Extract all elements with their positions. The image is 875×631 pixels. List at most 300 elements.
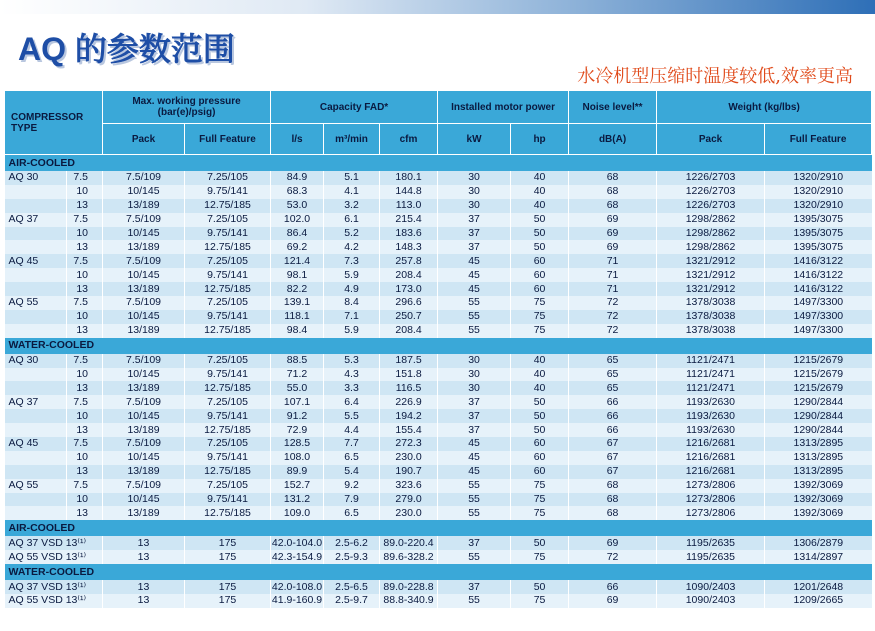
table-cell: 50 xyxy=(511,240,569,254)
table-cell: 66 xyxy=(569,423,657,437)
table-cell: 1306/2879 xyxy=(765,536,872,550)
table-cell: 250.7 xyxy=(380,310,438,324)
table-cell: 9.75/141 xyxy=(185,451,271,465)
table-cell: 13 xyxy=(67,324,103,338)
table-cell: 10 xyxy=(67,268,103,282)
table-cell: 84.9 xyxy=(271,171,324,185)
section-label: AIR-COOLED xyxy=(5,520,872,536)
table-cell: 10/145 xyxy=(103,185,185,199)
table-cell: 187.5 xyxy=(380,354,438,368)
table-cell: 175 xyxy=(185,536,271,550)
table-cell: 6.4 xyxy=(324,395,380,409)
table-cell: 91.2 xyxy=(271,409,324,423)
table-cell: 10 xyxy=(67,185,103,199)
table-cell: 88.5 xyxy=(271,354,324,368)
header-cfm: cfm xyxy=(380,124,438,155)
table-cell: 1209/2665 xyxy=(765,594,872,608)
table-cell: 10 xyxy=(67,227,103,241)
table-cell: 183.6 xyxy=(380,227,438,241)
table-cell: 9.75/141 xyxy=(185,185,271,199)
table-cell: 89.9 xyxy=(271,465,324,479)
table-cell: 4.9 xyxy=(324,282,380,296)
table-row xyxy=(5,381,872,395)
table-cell: 1298/2862 xyxy=(657,240,765,254)
table-cell: 45 xyxy=(438,282,511,296)
table-cell: AQ 37 xyxy=(5,213,67,227)
table-cell: 7.5/109 xyxy=(103,395,185,409)
table-cell: 30 xyxy=(438,185,511,199)
table-cell: 7.25/105 xyxy=(185,479,271,493)
table-cell: 155.4 xyxy=(380,423,438,437)
table-row xyxy=(5,437,872,451)
table-cell: 151.8 xyxy=(380,368,438,382)
table-row xyxy=(5,282,872,296)
table-cell: 60 xyxy=(511,465,569,479)
table-cell: 5.3 xyxy=(324,354,380,368)
table-cell: 60 xyxy=(511,268,569,282)
table-cell: 12.75/185 xyxy=(185,199,271,213)
table-cell: 12.75/185 xyxy=(185,465,271,479)
table-cell: 7.5 xyxy=(67,479,103,493)
table-cell: 1273/2806 xyxy=(657,506,765,520)
table-cell: 13 xyxy=(67,381,103,395)
table-cell: 55 xyxy=(438,493,511,507)
table-cell: 1193/2630 xyxy=(657,395,765,409)
table-cell: 69.2 xyxy=(271,240,324,254)
table-row xyxy=(5,368,872,382)
table-cell: 37 xyxy=(438,409,511,423)
table-cell: 1090/2403 xyxy=(657,580,765,594)
table-cell: 71.2 xyxy=(271,368,324,382)
table-cell: 118.1 xyxy=(271,310,324,324)
table-cell: 1298/2862 xyxy=(657,213,765,227)
table-cell: AQ 37 xyxy=(5,395,67,409)
table-row xyxy=(5,227,872,241)
table-cell: 5.1 xyxy=(324,171,380,185)
header-weight: Weight (kg/lbs) xyxy=(657,91,872,124)
table-cell: 65 xyxy=(569,368,657,382)
table-cell: 75 xyxy=(511,550,569,564)
table-cell: 6.5 xyxy=(324,451,380,465)
table-cell: 50 xyxy=(511,536,569,550)
table-cell: 40 xyxy=(511,185,569,199)
table-cell: 1226/2703 xyxy=(657,171,765,185)
table-cell: 296.6 xyxy=(380,296,438,310)
table-cell: 71 xyxy=(569,254,657,268)
table-cell: 68 xyxy=(569,479,657,493)
table-cell: 1226/2703 xyxy=(657,199,765,213)
table-cell: 72 xyxy=(569,310,657,324)
table-cell: 1320/2910 xyxy=(765,185,872,199)
table-cell: 1321/2912 xyxy=(657,282,765,296)
page-subtitle: 水冷机型压缩时温度较低,效率更高 xyxy=(577,66,853,87)
table-cell: 1320/2910 xyxy=(765,199,872,213)
table-cell: 7.5 xyxy=(67,354,103,368)
table-cell: 272.3 xyxy=(380,437,438,451)
table-cell: 12.75/185 xyxy=(185,381,271,395)
table-cell: 71 xyxy=(569,268,657,282)
table-cell: 9.75/141 xyxy=(185,310,271,324)
table-cell: 55 xyxy=(438,324,511,338)
table-cell: 9.75/141 xyxy=(185,409,271,423)
table-cell: 7.5 xyxy=(67,213,103,227)
section-row xyxy=(5,155,872,172)
table-cell: 121.4 xyxy=(271,254,324,268)
table-cell: 7.7 xyxy=(324,437,380,451)
table-row xyxy=(5,213,872,227)
page-title: AQ 的参数范围 xyxy=(18,31,235,67)
table-cell: 12.75/185 xyxy=(185,282,271,296)
table-cell xyxy=(5,368,67,382)
table-cell: 1215/2679 xyxy=(765,368,872,382)
table-cell: 45 xyxy=(438,437,511,451)
table-cell: 1416/3122 xyxy=(765,254,872,268)
table-cell: 102.0 xyxy=(271,213,324,227)
table-cell: 7.3 xyxy=(324,254,380,268)
table-row xyxy=(5,536,872,550)
table-cell: 13 xyxy=(67,465,103,479)
table-cell: 10/145 xyxy=(103,310,185,324)
table-cell: 37 xyxy=(438,240,511,254)
table-cell: 1290/2844 xyxy=(765,395,872,409)
header-m3min: m³/min xyxy=(324,124,380,155)
table-cell: 1378/3038 xyxy=(657,310,765,324)
table-cell: AQ 45 xyxy=(5,437,67,451)
table-cell: 10/145 xyxy=(103,227,185,241)
table-cell: AQ 45 xyxy=(5,254,67,268)
table-cell: 1226/2703 xyxy=(657,185,765,199)
table-cell: 139.1 xyxy=(271,296,324,310)
table-cell: 75 xyxy=(511,296,569,310)
header-max-pressure: Max. working pressure (bar(e)/psig) xyxy=(103,91,271,124)
table-row xyxy=(5,465,872,479)
table-cell: 13 xyxy=(67,240,103,254)
table-cell: 144.8 xyxy=(380,185,438,199)
table-cell: 1497/3300 xyxy=(765,296,872,310)
table-cell: 215.4 xyxy=(380,213,438,227)
table-cell: 13 xyxy=(103,536,185,550)
table-cell: AQ 30 xyxy=(5,171,67,185)
section-row xyxy=(5,520,872,536)
table-cell: 2.5-6.5 xyxy=(324,580,380,594)
table-cell: 10/145 xyxy=(103,409,185,423)
table-cell: 4.1 xyxy=(324,185,380,199)
table-cell: 7.5/109 xyxy=(103,213,185,227)
table-cell: 13 xyxy=(103,594,185,608)
table-cell: 89.6-328.2 xyxy=(380,550,438,564)
section-label: AIR-COOLED xyxy=(5,155,872,172)
table-cell: 1273/2806 xyxy=(657,479,765,493)
table-cell: 1321/2912 xyxy=(657,254,765,268)
table-cell: 7.25/105 xyxy=(185,171,271,185)
table-cell: 7.5 xyxy=(67,254,103,268)
table-cell: 12.75/185 xyxy=(185,240,271,254)
table-row xyxy=(5,493,872,507)
table-cell: 1216/2681 xyxy=(657,451,765,465)
table-cell: 75 xyxy=(511,324,569,338)
table-cell: 7.25/105 xyxy=(185,437,271,451)
table-cell: 4.3 xyxy=(324,368,380,382)
table-cell: 3.3 xyxy=(324,381,380,395)
table-cell: 226.9 xyxy=(380,395,438,409)
table-cell: 40 xyxy=(511,368,569,382)
table-cell: 1395/3075 xyxy=(765,227,872,241)
table-cell: 55 xyxy=(438,506,511,520)
table-cell: 1392/3069 xyxy=(765,493,872,507)
table-cell: 55 xyxy=(438,310,511,324)
table-cell xyxy=(5,451,67,465)
table-cell: 9.75/141 xyxy=(185,268,271,282)
table-cell: 1497/3300 xyxy=(765,324,872,338)
table-row xyxy=(5,199,872,213)
table-cell: 69 xyxy=(569,594,657,608)
header-full-feature: Full Feature xyxy=(185,124,271,155)
table-cell: 2.5-9.3 xyxy=(324,550,380,564)
table-cell: 9.2 xyxy=(324,479,380,493)
table-row xyxy=(5,409,872,423)
table-cell: 1121/2471 xyxy=(657,354,765,368)
table-cell: 1298/2862 xyxy=(657,227,765,241)
table-cell: 1290/2844 xyxy=(765,409,872,423)
table-cell: 65 xyxy=(569,381,657,395)
table-cell: 9.75/141 xyxy=(185,493,271,507)
table-cell: 98.4 xyxy=(271,324,324,338)
table-cell: 1193/2630 xyxy=(657,423,765,437)
table-row xyxy=(5,580,872,594)
table-cell: 5.4 xyxy=(324,465,380,479)
table-cell: 10 xyxy=(67,409,103,423)
table-cell: 1121/2471 xyxy=(657,368,765,382)
spec-table xyxy=(4,90,872,608)
table-cell: 89.0-228.8 xyxy=(380,580,438,594)
table-cell: 75 xyxy=(511,506,569,520)
table-cell: 13/189 xyxy=(103,381,185,395)
table-cell: 7.25/105 xyxy=(185,296,271,310)
table-cell: 1392/3069 xyxy=(765,479,872,493)
table-cell: 1320/2910 xyxy=(765,171,872,185)
table-cell: 30 xyxy=(438,171,511,185)
table-cell: 72 xyxy=(569,324,657,338)
table-cell: 1290/2844 xyxy=(765,423,872,437)
header-kw: kW xyxy=(438,124,511,155)
table-cell: 68 xyxy=(569,185,657,199)
table-row xyxy=(5,240,872,254)
table-cell: AQ 37 VSD 13⁽¹⁾ xyxy=(5,536,103,550)
table-cell: 30 xyxy=(438,199,511,213)
table-cell: 75 xyxy=(511,479,569,493)
table-cell: 65 xyxy=(569,354,657,368)
table-cell: 9.75/141 xyxy=(185,368,271,382)
table-cell xyxy=(5,282,67,296)
table-cell: 75 xyxy=(511,493,569,507)
table-cell: 230.0 xyxy=(380,451,438,465)
table-cell: 40 xyxy=(511,171,569,185)
header-pack: Pack xyxy=(103,124,185,155)
table-cell: 45 xyxy=(438,465,511,479)
table-cell: 10 xyxy=(67,368,103,382)
table-row xyxy=(5,594,872,608)
table-cell: AQ 37 VSD 13⁽¹⁾ xyxy=(5,580,103,594)
table-cell: 1416/3122 xyxy=(765,268,872,282)
table-row xyxy=(5,395,872,409)
table-cell: 50 xyxy=(511,423,569,437)
header-motor-power: Installed motor power xyxy=(438,91,569,124)
table-cell: 230.0 xyxy=(380,506,438,520)
table-cell: 71 xyxy=(569,282,657,296)
table-cell: AQ 55 xyxy=(5,479,67,493)
table-cell: 66 xyxy=(569,395,657,409)
table-cell: 69 xyxy=(569,536,657,550)
table-cell: 72 xyxy=(569,550,657,564)
section-label: WATER-COOLED xyxy=(5,338,872,354)
table-cell: 2.5-6.2 xyxy=(324,536,380,550)
table-cell xyxy=(5,381,67,395)
table-cell: 7.5/109 xyxy=(103,254,185,268)
table-cell: 1215/2679 xyxy=(765,381,872,395)
section-label: WATER-COOLED xyxy=(5,564,872,580)
table-cell: 7.5 xyxy=(67,171,103,185)
section-row xyxy=(5,564,872,580)
table-cell: 107.1 xyxy=(271,395,324,409)
table-cell: 50 xyxy=(511,395,569,409)
table-cell: 68 xyxy=(569,506,657,520)
table-cell: 1313/2895 xyxy=(765,451,872,465)
table-row xyxy=(5,506,872,520)
table-cell: 1321/2912 xyxy=(657,268,765,282)
table-cell xyxy=(5,423,67,437)
header-dba: dB(A) xyxy=(569,124,657,155)
header-capacity: Capacity FAD* xyxy=(271,91,438,124)
table-cell: 131.2 xyxy=(271,493,324,507)
table-cell xyxy=(5,506,67,520)
table-cell: AQ 55 xyxy=(5,296,67,310)
table-cell: 86.4 xyxy=(271,227,324,241)
table-cell: 1215/2679 xyxy=(765,354,872,368)
table-cell: 75 xyxy=(511,310,569,324)
table-cell xyxy=(5,268,67,282)
table-cell: 1216/2681 xyxy=(657,465,765,479)
table-cell: 67 xyxy=(569,465,657,479)
table-cell: 7.1 xyxy=(324,310,380,324)
table-cell: 108.0 xyxy=(271,451,324,465)
table-cell: 69 xyxy=(569,227,657,241)
table-row xyxy=(5,171,872,185)
table-cell: 13 xyxy=(67,506,103,520)
header-ls: l/s xyxy=(271,124,324,155)
table-cell: 9.75/141 xyxy=(185,227,271,241)
header-weight-pack: Pack xyxy=(657,124,765,155)
table-cell: 1416/3122 xyxy=(765,282,872,296)
table-cell: 10/145 xyxy=(103,368,185,382)
table-row xyxy=(5,550,872,564)
table-cell: 10 xyxy=(67,451,103,465)
table-cell: 75 xyxy=(511,594,569,608)
table-cell: 55 xyxy=(438,594,511,608)
table-cell: 30 xyxy=(438,368,511,382)
table-cell: 13 xyxy=(103,550,185,564)
table-cell: 1313/2895 xyxy=(765,465,872,479)
table-cell: 1314/2897 xyxy=(765,550,872,564)
table-cell: 30 xyxy=(438,354,511,368)
table-cell: 1313/2895 xyxy=(765,437,872,451)
table-cell xyxy=(5,324,67,338)
table-cell: 68 xyxy=(569,199,657,213)
table-cell: 7.5/109 xyxy=(103,354,185,368)
table-cell: 8.4 xyxy=(324,296,380,310)
table-cell: 1273/2806 xyxy=(657,493,765,507)
table-cell: 208.4 xyxy=(380,268,438,282)
table-cell: 7.25/105 xyxy=(185,213,271,227)
table-row xyxy=(5,310,872,324)
table-cell: 37 xyxy=(438,227,511,241)
table-cell: 7.5/109 xyxy=(103,479,185,493)
table-cell: 41.9-160.9 xyxy=(271,594,323,607)
table-cell: 1195/2635 xyxy=(657,536,765,550)
table-cell: 30 xyxy=(438,381,511,395)
table-cell: 72.9 xyxy=(271,423,324,437)
table-cell: 42.0-108.0 xyxy=(271,580,323,593)
table-cell: 12.75/185 xyxy=(185,423,271,437)
table-cell: 1395/3075 xyxy=(765,240,872,254)
table-cell: 1201/2648 xyxy=(765,580,872,594)
table-row xyxy=(5,268,872,282)
table-cell xyxy=(5,227,67,241)
table-cell: 37 xyxy=(438,423,511,437)
table-cell: 10 xyxy=(67,310,103,324)
table-cell: 109.0 xyxy=(271,506,324,520)
table-cell: 128.5 xyxy=(271,437,324,451)
table-cell: 13 xyxy=(103,580,185,594)
table-cell: 5.5 xyxy=(324,409,380,423)
table-cell: 13/189 xyxy=(103,240,185,254)
table-cell: 42.0-104.0 xyxy=(271,536,323,549)
table-cell: 7.5/109 xyxy=(103,171,185,185)
table-cell: 13/189 xyxy=(103,324,185,338)
table-cell: 208.4 xyxy=(380,324,438,338)
table-cell: 10/145 xyxy=(103,451,185,465)
table-cell: 37 xyxy=(438,536,511,550)
table-cell: 3.2 xyxy=(324,199,380,213)
table-cell: 194.2 xyxy=(380,409,438,423)
table-cell: 72 xyxy=(569,296,657,310)
table-cell: 1378/3038 xyxy=(657,324,765,338)
table-cell: 55 xyxy=(438,550,511,564)
table-cell: 1378/3038 xyxy=(657,296,765,310)
table-cell: 180.1 xyxy=(380,171,438,185)
table-cell: 45 xyxy=(438,268,511,282)
table-cell: 1195/2635 xyxy=(657,550,765,564)
table-cell: 13/189 xyxy=(103,199,185,213)
table-cell: 1121/2471 xyxy=(657,381,765,395)
table-cell: 50 xyxy=(511,227,569,241)
table-row xyxy=(5,324,872,338)
table-cell xyxy=(5,185,67,199)
table-cell: 257.8 xyxy=(380,254,438,268)
table-cell: 68 xyxy=(569,171,657,185)
table-cell: 1392/3069 xyxy=(765,506,872,520)
table-cell: 1497/3300 xyxy=(765,310,872,324)
table-cell: 10/145 xyxy=(103,493,185,507)
table-cell: 69 xyxy=(569,240,657,254)
table-cell: 68 xyxy=(569,493,657,507)
table-cell: 60 xyxy=(511,282,569,296)
table-cell: 66 xyxy=(569,409,657,423)
table-cell: 55.0 xyxy=(271,381,324,395)
table-cell: 50 xyxy=(511,580,569,594)
table-cell xyxy=(5,409,67,423)
table-cell: 175 xyxy=(185,550,271,564)
table-cell: 55 xyxy=(438,296,511,310)
